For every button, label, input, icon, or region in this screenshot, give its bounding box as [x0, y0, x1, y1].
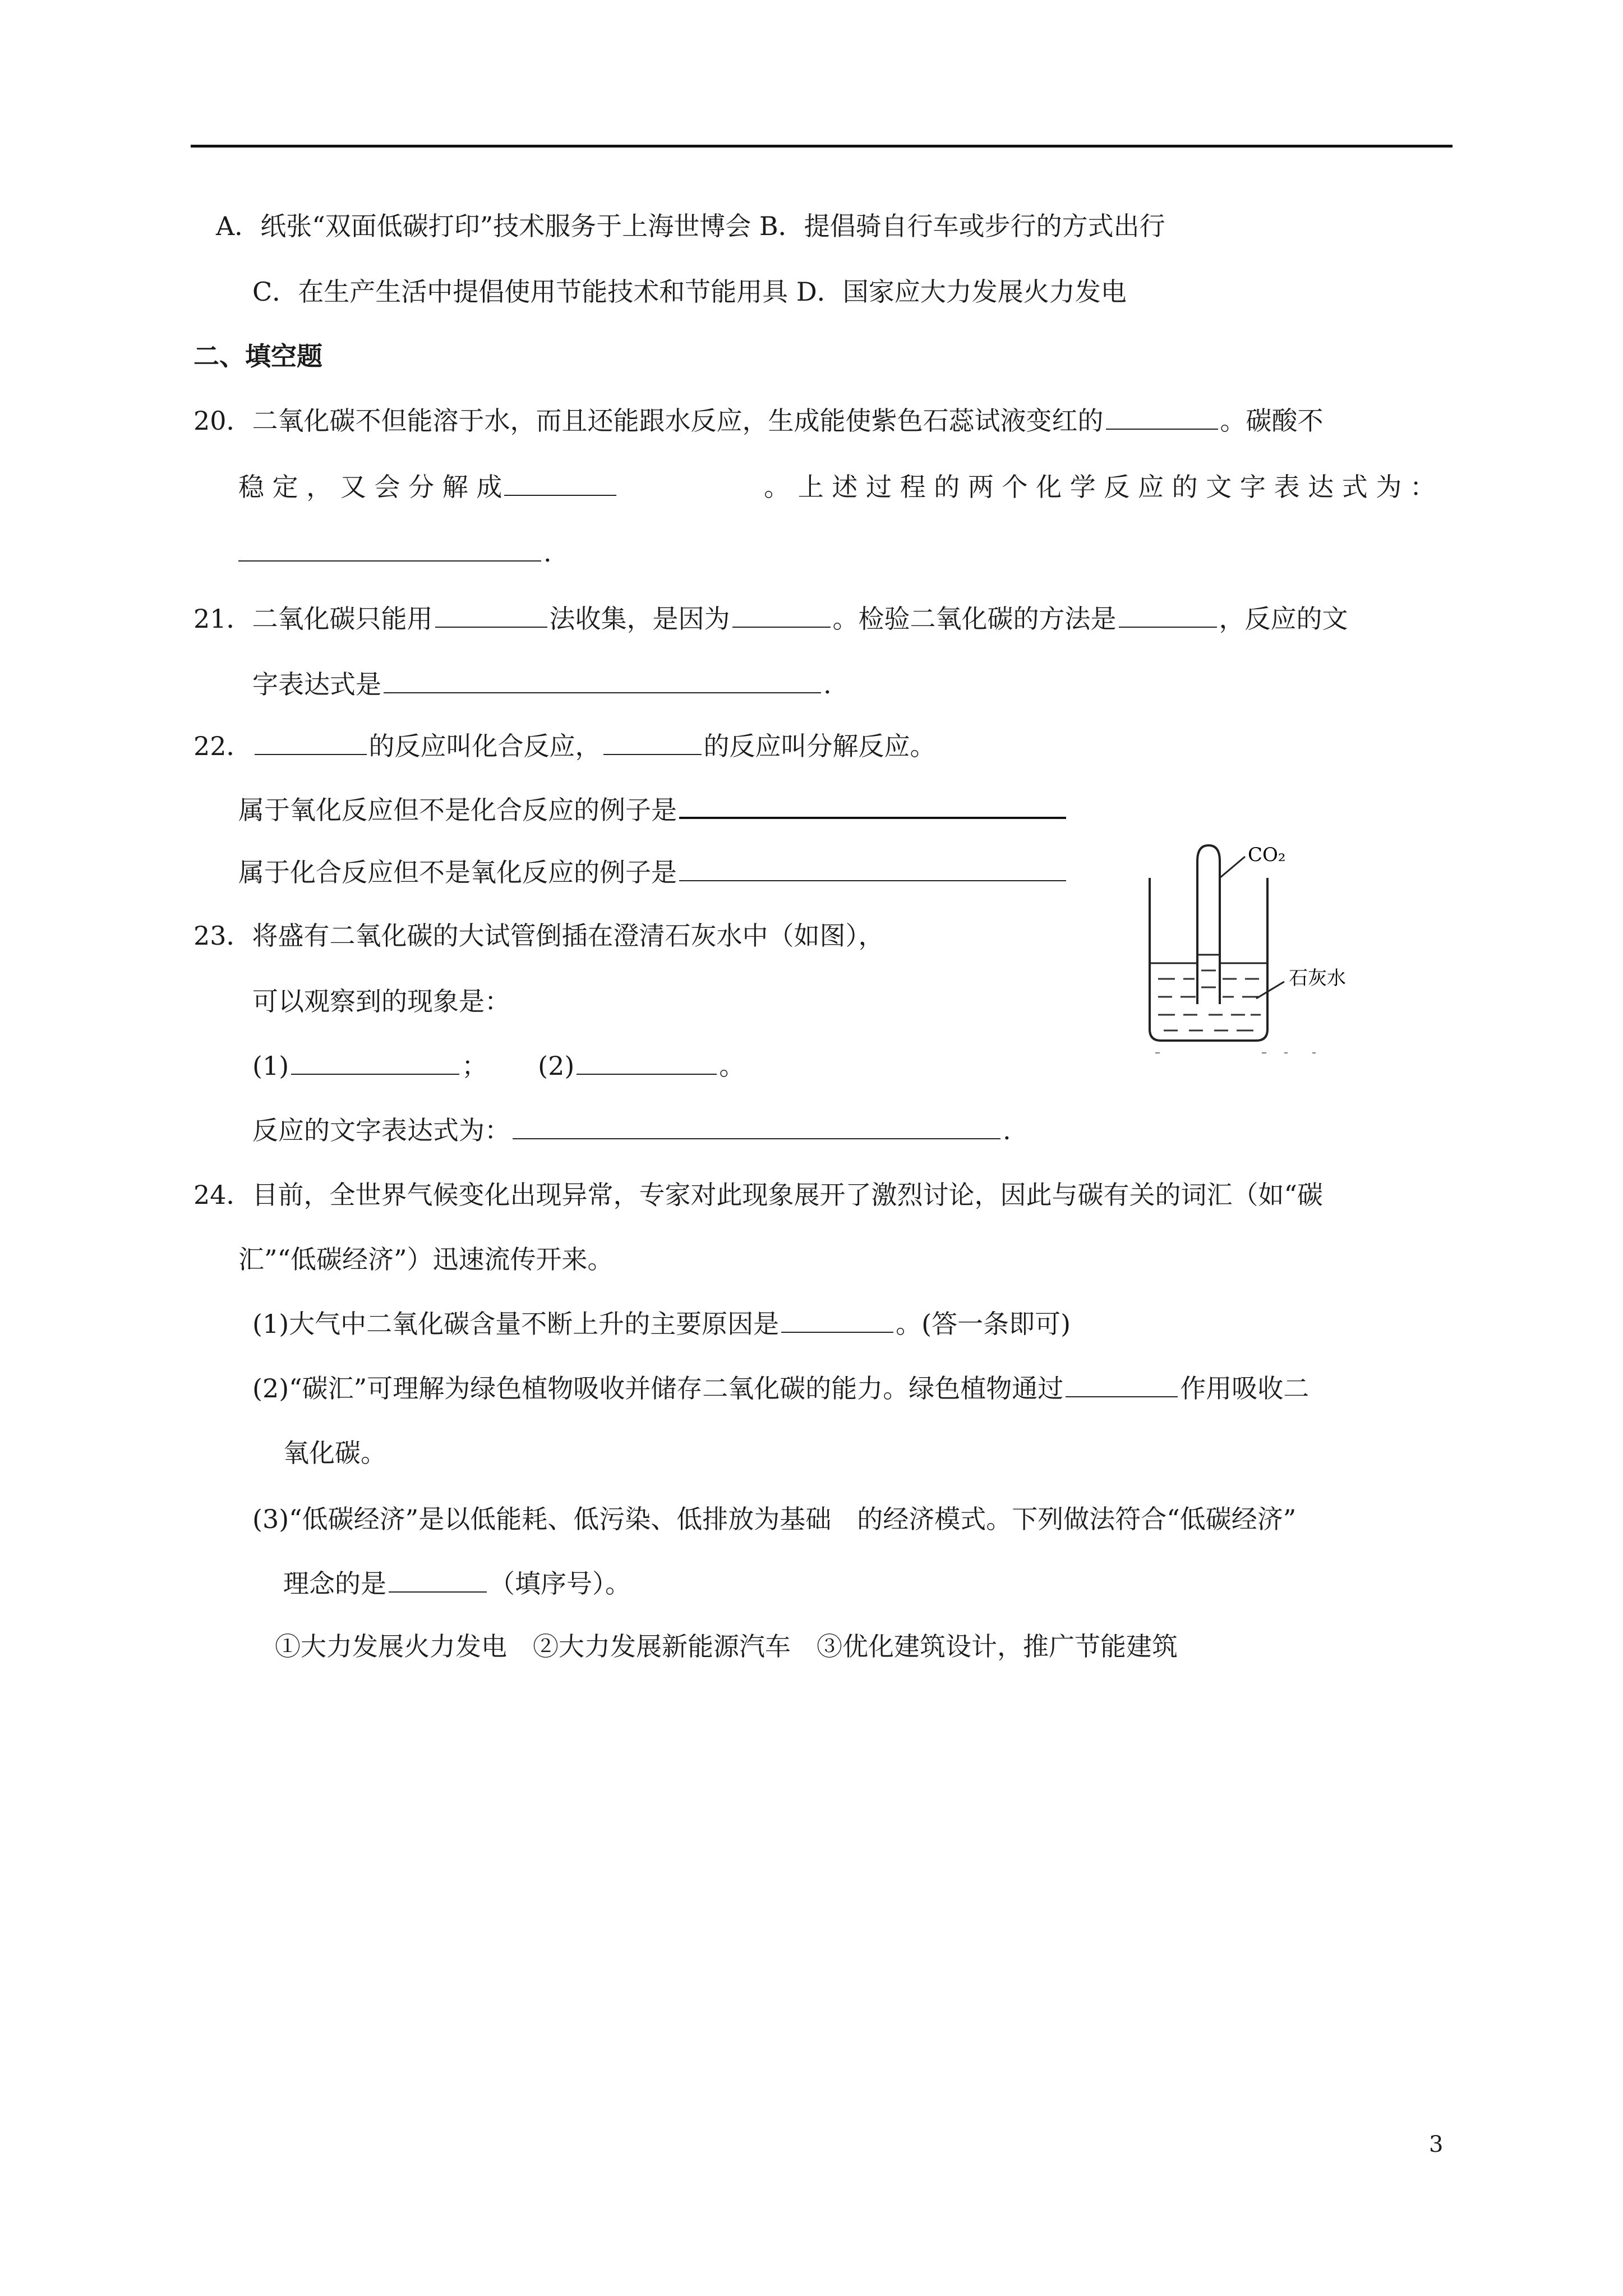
q22-line3 [238, 855, 1068, 889]
q24-p3-text-b: 理念的是 [283, 1568, 386, 1599]
header-rule [191, 145, 1453, 148]
q20-text-c-inner: 稳 定 ， 又 会 分 解 成 [238, 472, 502, 502]
limewater-pointer-line [1256, 982, 1284, 999]
q23-line1: 23．将盛有二氧化碳的大试管倒插在澄清石灰水中（如图）， [193, 921, 884, 951]
q24-part1 [252, 1307, 1071, 1341]
q21-blank-3[interactable] [1119, 602, 1217, 628]
q24-p3-text-c: （填序号）。 [489, 1568, 631, 1599]
q20-blank-1[interactable] [1106, 404, 1218, 430]
q24-part3-cont [283, 1567, 631, 1600]
q20-line2 [238, 470, 1436, 504]
q20-text-d: 。 上 述 过 程 的 两 个 化 学 反 应 的 文 字 表 达 式 为 ： [764, 472, 1436, 502]
q22-text-d: 属于氧化反应但不是化合反应的例子是 [238, 795, 677, 825]
option-line-cd: C．在生产生活中提倡使用节能技术和节能用具 D．国家应大力发展火力发电 [252, 277, 1127, 307]
q24-p1-text-b: 。(答一条即可) [896, 1309, 1071, 1339]
q22-blank-3[interactable] [679, 792, 1066, 819]
q23-item-end: 。 [719, 1051, 745, 1081]
page-number: 3 [1429, 2132, 1444, 2157]
q21-line1 [193, 602, 1348, 636]
q23-text-eq: 反应的文字表达式为： [252, 1115, 510, 1145]
q20-text-b: 。碳酸不 [1220, 406, 1324, 436]
q22-blank-2[interactable] [603, 729, 702, 755]
q22-line1 [193, 729, 936, 763]
q23-line3 [252, 1049, 745, 1083]
q21-line2 [252, 668, 832, 701]
q24-blank-3[interactable] [389, 1567, 487, 1593]
q24-choices: ①大力发展火力发电 ②大力发展新能源汽车 ③优化建筑设计，推广节能建筑 [275, 1631, 1178, 1662]
apparatus-figure [1144, 844, 1408, 1057]
q21-text-e: 字表达式是 [252, 669, 381, 700]
q22-blank-4[interactable] [679, 855, 1066, 881]
q22-text-b: 的反应叫化合反应， [368, 731, 601, 761]
q21-blank-1[interactable] [435, 602, 547, 628]
q24-p1-text-a: (1)大气中二氧化碳含量不断上升的主要原因是 [252, 1309, 780, 1339]
q20-blank-3[interactable] [238, 536, 541, 562]
q23-blank-1[interactable] [291, 1049, 459, 1075]
q21-text-c: 。检验二氧化碳的方法是 [832, 604, 1117, 634]
q21-end: . [823, 669, 832, 700]
q22-text-e: 属于化合反应但不是氧化反应的例子是 [238, 857, 677, 887]
q24-blank-1[interactable] [781, 1307, 893, 1333]
test-tube [1197, 845, 1220, 1004]
q24-part2-cont: 氧化碳。 [283, 1438, 386, 1468]
q20-line3 [238, 536, 552, 569]
q20-blank-2[interactable] [504, 470, 616, 496]
q22-line2 [238, 792, 1068, 827]
q20-text-a: 20．二氧化碳不但能溶于水，而且还能跟水反应，生成能使紫色石蕊试液变红的 [193, 406, 1104, 436]
q24-line2: 汇”“低碳经济”）迅速流传开来。 [238, 1244, 614, 1274]
option-line-ab: A．纸张“双面低碳打印”技术服务于上海世博会 B．提倡骑自行车或步行的方式出行 [216, 211, 1165, 241]
q23-sep: ； [462, 1051, 488, 1081]
apparatus-diagram [1144, 844, 1408, 1057]
q21-text-a: 21．二氧化碳只能用 [193, 604, 433, 634]
q23-end: . [1003, 1115, 1011, 1145]
q20-text-c [238, 470, 619, 504]
q24-line1: 24．目前，全世界气候变化出现异常，专家对此现象展开了激烈讨论，因此与碳有关的词汇（如“碳 [193, 1180, 1324, 1210]
q24-part3: (3)“低碳经济”是以低能耗、低污染、低排放为基础 的经济模式。下列做法符合“低碳经济” [252, 1504, 1297, 1534]
q22-blank-1[interactable] [255, 729, 367, 755]
q22-text-a: 22． [193, 731, 252, 761]
limewater-label: 石灰水 [1289, 967, 1346, 990]
q24-part2 [252, 1372, 1309, 1405]
q23-line2: 可以观察到的现象是： [252, 986, 510, 1016]
q23-item2-label: (2) [538, 1051, 575, 1081]
q24-p2-text-a: (2)“碳汇”可理解为绿色植物吸收并储存二氧化碳的能力。绿色植物通过 [252, 1373, 1064, 1404]
co2-label: CO₂ [1248, 844, 1286, 866]
section-title: 二、填空题 [193, 341, 322, 371]
q20-line1 [193, 404, 1324, 438]
q23-blank-2[interactable] [577, 1049, 717, 1075]
q24-p2-text-b: 作用吸收二 [1180, 1373, 1310, 1404]
q20-end: . [543, 537, 552, 568]
q21-blank-4[interactable] [384, 668, 821, 693]
q23-item1-label: (1) [252, 1051, 289, 1081]
q24-blank-2[interactable] [1066, 1372, 1178, 1397]
q22-text-c: 的反应叫分解反应。 [703, 731, 936, 761]
q21-text-d: ，反应的文 [1219, 604, 1348, 634]
q21-blank-2[interactable] [732, 602, 831, 628]
q23-line4 [252, 1114, 1011, 1147]
co2-pointer-line [1220, 857, 1245, 878]
q21-text-b: 法收集，是因为 [549, 604, 730, 634]
q23-blank-3[interactable] [513, 1114, 1000, 1139]
